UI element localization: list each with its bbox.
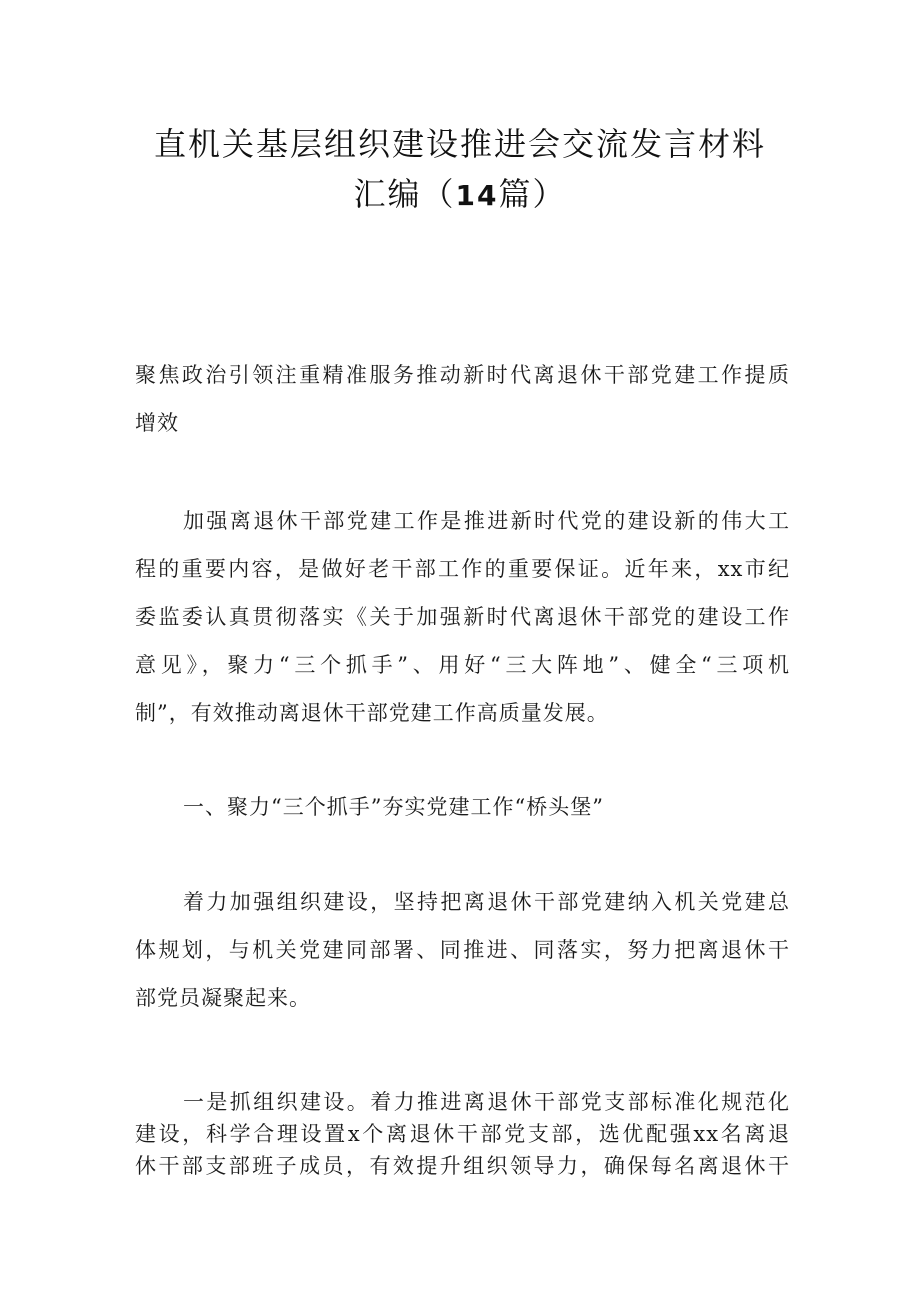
title-suffix: 篇） — [498, 175, 567, 213]
paragraph-line: 着力加强组织建设，坚持把离退休干部党建纳入机关党建总 — [183, 890, 790, 914]
section-heading: 一、聚力“三个抓手”夯实党建工作“桥头堡” — [183, 795, 604, 819]
paragraph-line: 委监委认真贯彻落实《关于加强新时代离退休干部党的建设工作 — [135, 605, 790, 629]
paragraph-line: 休干部支部班子成员，有效提升组织领导力，确保每名离退休干 — [135, 1154, 790, 1178]
paragraph-line: 程的重要内容，是做好老干部工作的重要保证。近年来，xx市纪 — [135, 557, 790, 581]
subtitle-line: 聚焦政治引领注重精准服务推动新时代离退休干部党建工作提质 — [135, 363, 790, 387]
paragraph-line: 加强离退休干部党建工作是推进新时代党的建设新的伟大工 — [183, 509, 790, 533]
title-count: 14 — [455, 179, 499, 212]
paragraph-line: 建设，科学合理设置x个离退休干部党支部，选优配强xx名离退 — [135, 1122, 790, 1146]
paragraph-line: 一是抓组织建设。着力推进离退休干部党支部标准化规范化 — [183, 1090, 790, 1114]
paragraph-line: 意见》，聚力“三个抓手”、用好“三大阵地”、健全“三项机 — [135, 653, 790, 677]
document-title-line-1: 直机关基层组织建设推进会交流发言材料 — [153, 125, 766, 163]
document-title-line-2 — [100, 175, 820, 213]
title-prefix: 汇编（ — [353, 175, 456, 213]
paragraph-line: 体规划，与机关党建同部署、同推进、同落实，努力把离退休干 — [135, 938, 790, 962]
subtitle-line: 增效 — [135, 411, 179, 435]
paragraph-line: 部党员凝聚起来。 — [135, 986, 311, 1010]
paragraph-line: 制”，有效推动离退休干部党建工作高质量发展。 — [135, 701, 609, 725]
